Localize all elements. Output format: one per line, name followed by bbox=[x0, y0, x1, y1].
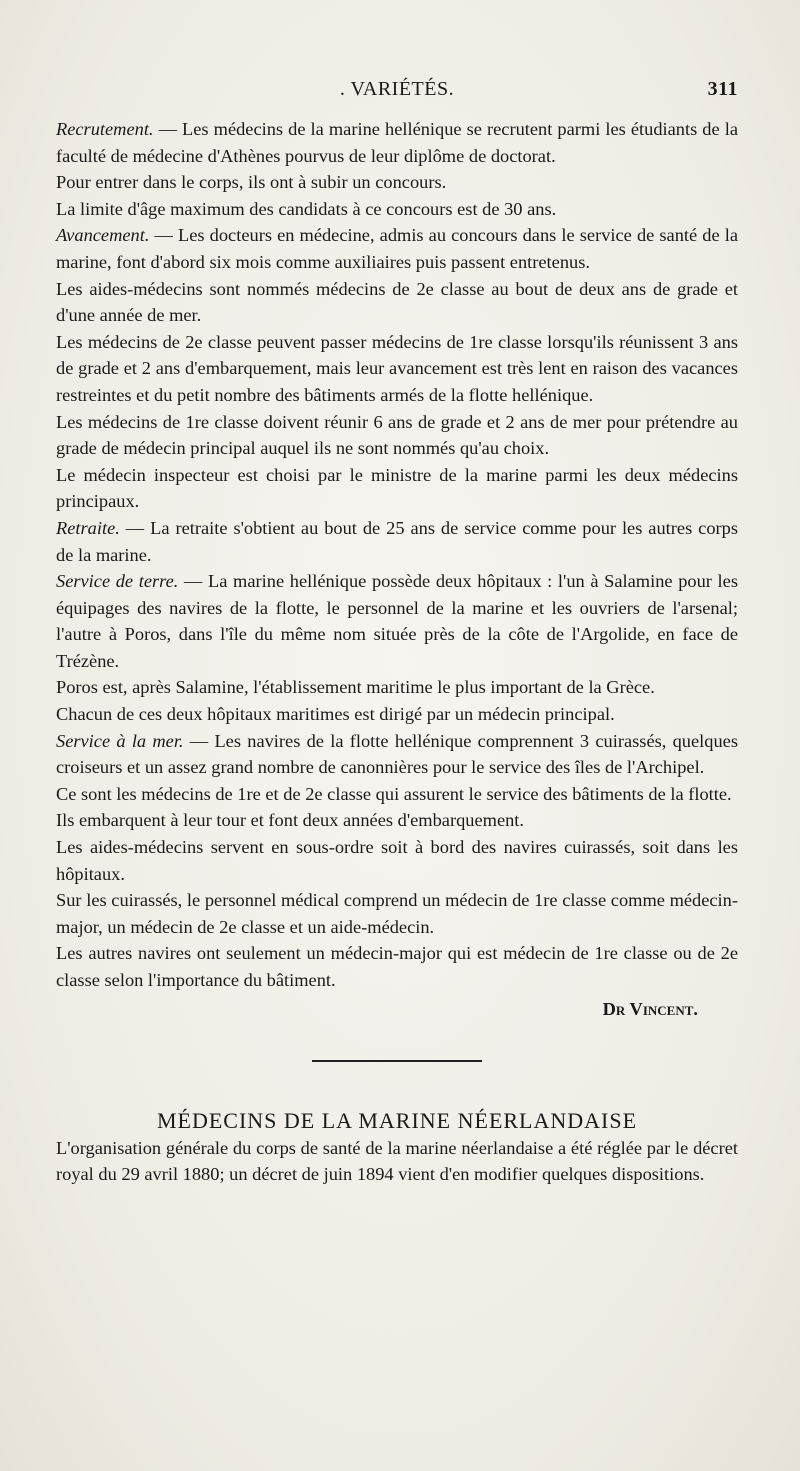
paragraph: Service à la mer. — Les navires de la flotte hellénique comprennent 3 cuirassés, quelques croiseurs et un assez grand nombre de canonnières pour le service des îles de l'Archipel. bbox=[56, 730, 738, 778]
paragraph: Les aides-médecins servent en sous-ordre soit à bord des navires cuirassés, soit dans les hôpitaux. bbox=[56, 837, 738, 884]
paragraph: Le médecin inspecteur est choisi par le ministre de la marine parmi les deux médecins principaux. bbox=[56, 464, 738, 512]
paragraph: Les médecins de 1re classe doivent réunir 6 ans de grade et 2 ans de mer pour prétendre au grade de médecin principal auquel ils ne sont nommés qu'au choix. bbox=[56, 411, 738, 459]
page-number: 311 bbox=[707, 78, 738, 100]
paragraph-label: Avancement. bbox=[56, 225, 150, 246]
paragraph: Pour entrer dans le corps, ils ont à subir un concours. bbox=[56, 172, 447, 193]
article-body bbox=[56, 116, 738, 1188]
author-signature: Dr Vincent. bbox=[602, 998, 698, 1019]
paragraph: Avancement. — Les docteurs en médecine, admis au concours dans le service de santé de la marine, font d'abord six mois comme auxiliaires puis passent entretenus. bbox=[56, 225, 738, 272]
paragraph: Ils embarquent à leur tour et font deux années d'embarquement. bbox=[56, 810, 525, 831]
paragraph: Recrutement. — Les médecins de la marine hellénique se recrutent parmi les étudiants de la faculté de médecine d'Athènes pourvus de leur diplôme de doctorat. bbox=[56, 119, 738, 166]
section-paragraph: L'organisation générale du corps de santé de la marine néerlandaise a été réglée par le décret royal du 29 avril 1880; un décret de juin 1894 vient d'en modifier quelques dispositions. bbox=[56, 1137, 738, 1185]
paragraph: Service de terre. — La marine hellénique possède deux hôpitaux : l'un à Salamine pour les équipages des navires de la flotte, le personnel de la marine et les ouvriers de l'arsenal; l'autre à Poros, dans l'île du même nom située près de la côte de l'Argolide, en face de Trézène. bbox=[56, 571, 738, 671]
paragraph-label: Service de terre. bbox=[56, 571, 179, 592]
paragraph-label: Retraite. bbox=[56, 517, 120, 538]
paragraph: Poros est, après Salamine, l'établissement maritime le plus important de la Grèce. bbox=[56, 677, 655, 698]
paragraph: Les aides-médecins sont nommés médecins de 2e classe au bout de deux ans de grade et d'une année de mer. bbox=[56, 278, 738, 326]
section-title: MÉDECINS DE LA MARINE NÉERLANDAISE bbox=[156, 1108, 638, 1134]
section-divider bbox=[312, 1060, 482, 1062]
paragraph-label: Service à la mer. bbox=[56, 730, 184, 751]
paragraph: Sur les cuirassés, le personnel médical comprend un médecin de 1re classe comme médecin-major, un médecin de 2e classe et un aide-médecin. bbox=[56, 890, 738, 937]
paragraph: Retraite. — La retraite s'obtient au bout de 25 ans de service comme pour les autres corps de la marine. bbox=[56, 517, 738, 565]
paragraph: Les autres navires ont seulement un médecin-major qui est médecin de 1re classe ou de 2e classe selon l'importance du bâtiment. bbox=[56, 943, 738, 990]
running-head bbox=[56, 78, 738, 106]
paragraph: Les médecins de 2e classe peuvent passer médecins de 1re classe lorsqu'ils réunissent 3 ans de grade et 2 ans d'embarquement, mais leur avancement est très lent en raison des vacances restreintes et du petit nombre des bâtiments armés de la flotte hellénique. bbox=[56, 331, 738, 405]
paragraph: Chacun de ces deux hôpitaux maritimes est dirigé par un médecin principal. bbox=[56, 704, 615, 725]
paragraph: Ce sont les médecins de 1re et de 2e classe qui assurent le service des bâtiments de la flotte. bbox=[56, 783, 732, 804]
running-head-title: . VARIÉTÉS. bbox=[339, 78, 455, 100]
paragraph-label: Recrutement. bbox=[56, 119, 154, 139]
paragraph: La limite d'âge maximum des candidats à ce concours est de 30 ans. bbox=[56, 198, 557, 219]
